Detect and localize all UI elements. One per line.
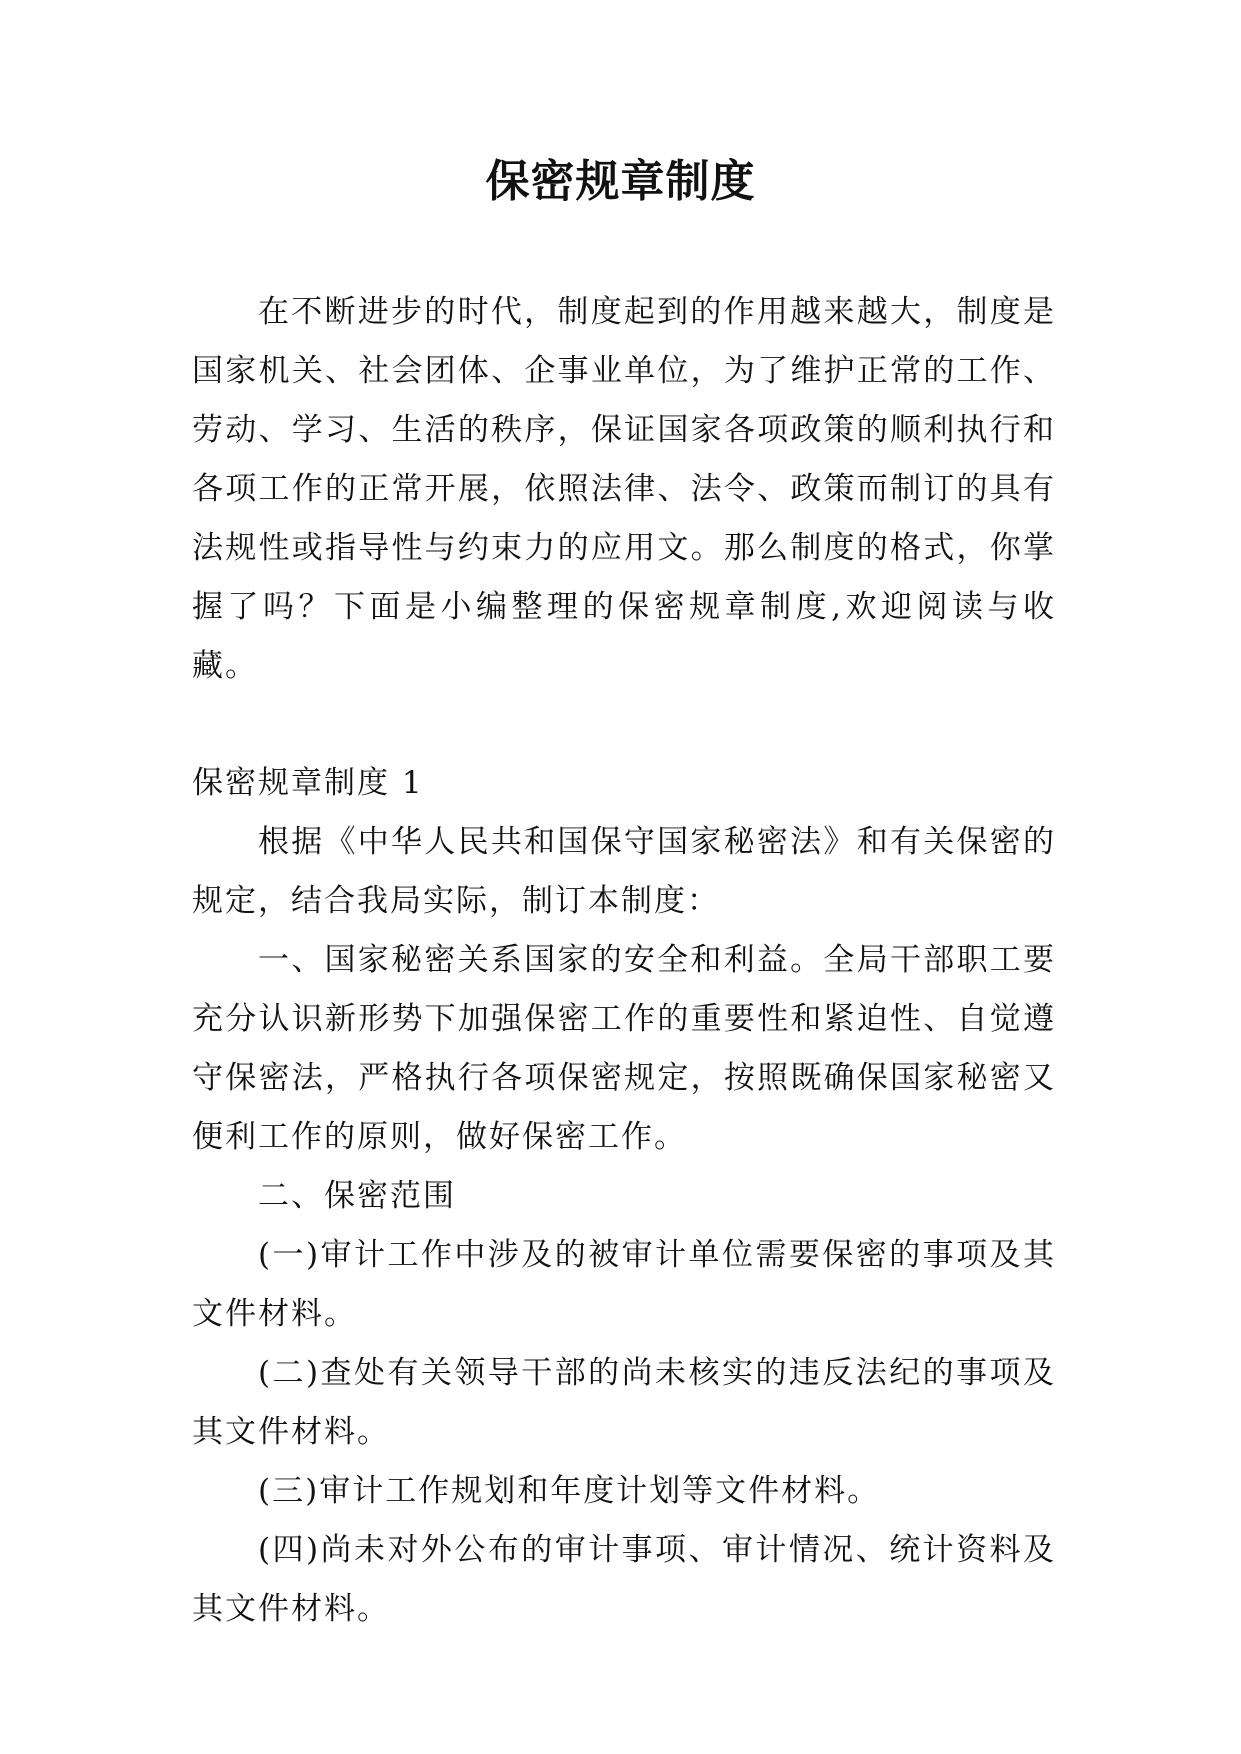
section-heading: 保密规章制度 1 <box>192 765 424 801</box>
intro-paragraph: 在不断进步的时代，制度起到的作用越来越大，制度是国家机关、社会团体、企事业单位，为了维护正常的工作、劳动、学习、生活的秩序，保证国家各项政策的顺利执行和各项工作的正常开展，依照法律、法令、政策而制订的具有法规性或指导性与约束力的应用文。那么制度的格式，你掌握了吗？下面是小编整理的保密规章制度,欢迎阅读与收藏。 <box>192 294 1056 684</box>
body-paragraph: (四)尚未对外公布的审计事项、审计情况、统计资料及其文件材料。 <box>192 1532 1056 1627</box>
document-title: 保密规章制度 <box>485 156 756 207</box>
body-paragraph: 根据《中华人民共和国保守国家秘密法》和有关保密的规定，结合我局实际，制订本制度： <box>192 824 1056 919</box>
body-paragraph: (三)审计工作规划和年度计划等文件材料。 <box>258 1473 881 1509</box>
body-paragraph: (二)查处有关领导干部的尚未核实的违反法纪的事项及其文件材料。 <box>192 1355 1056 1450</box>
body-paragraph: (一)审计工作中涉及的被审计单位需要保密的事项及其文件材料。 <box>192 1237 1056 1332</box>
body-paragraph: 一、国家秘密关系国家的安全和利益。全局干部职工要充分认识新形势下加强保密工作的重要性和紧迫性、自觉遵守保密法，严格执行各项保密规定，按照既确保国家秘密又便利工作的原则，做好保密工作。 <box>192 942 1056 1155</box>
document-body <box>192 283 1056 1639</box>
body-paragraph: 二、保密范围 <box>258 1178 456 1214</box>
section-gap <box>192 696 1056 754</box>
